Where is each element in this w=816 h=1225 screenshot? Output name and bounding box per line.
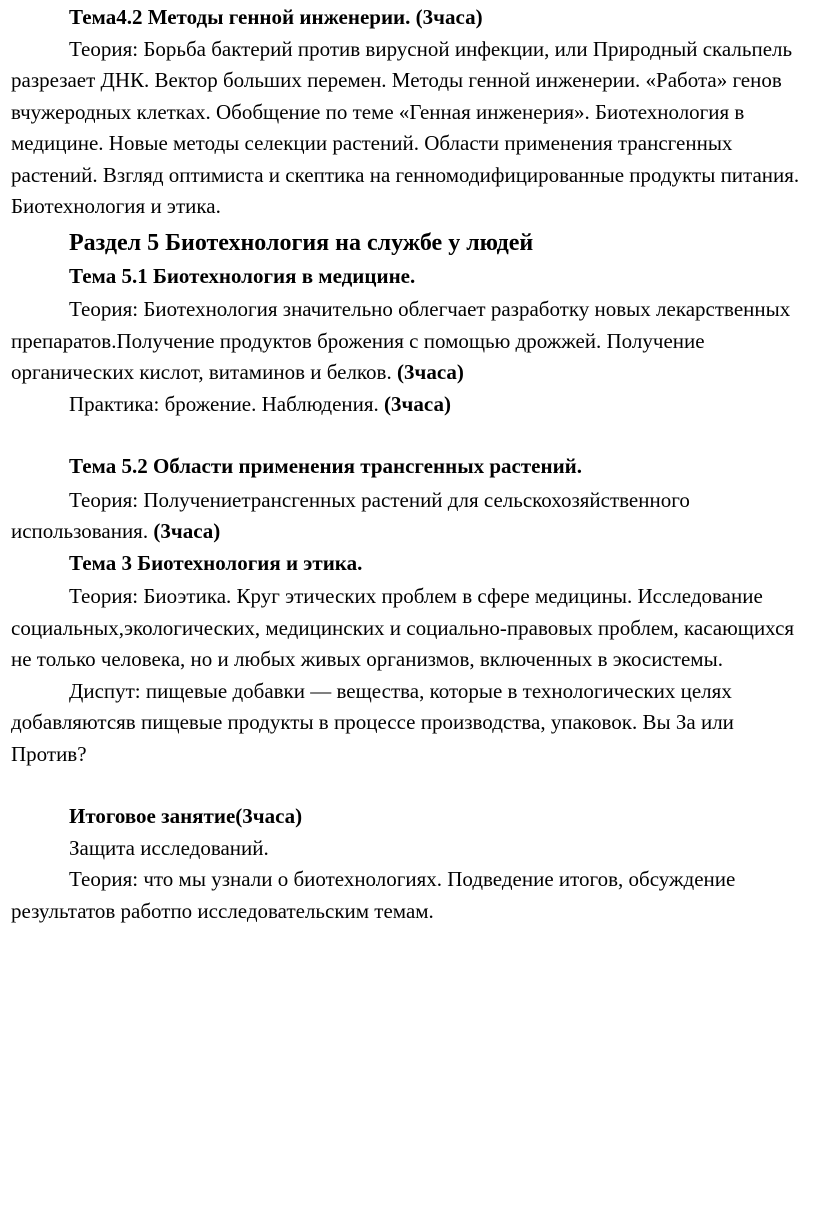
document-page: [11, 0, 801, 927]
final-lesson-title: Итоговое занятие(3часа): [69, 804, 303, 828]
topic-5-1-theory-text: Теория: Биотехнология значительно облегчает разработку новых лекарственных препаратов.Получение продуктов брожения с помощью дрожжей. Получение органических кислот, витаминов и белков.: [11, 297, 791, 384]
topic-5-1-practice-text: Практика: брожение. Наблюдения.: [69, 391, 385, 416]
topic-5-1-title: Тема 5.1 Биотехнология в медицине.: [69, 263, 416, 288]
spacer: [11, 770, 801, 801]
topic-5-1-theory-hours: (3часа): [396, 360, 464, 384]
topic-5-1-practice-hours: (3часа): [384, 391, 451, 416]
topic-5-1-practice: [11, 389, 801, 421]
final-lesson-defense: Защита исследований.: [69, 835, 269, 860]
spacer: [11, 420, 801, 451]
topic-5-2-theory-hours: (3часа): [153, 519, 221, 543]
topic-3-title: Тема 3 Биотехнология и этика.: [69, 550, 363, 575]
topic-4-2-title: Тема4.2 Методы генной инженерии. (3часа): [69, 5, 483, 29]
topic-5-2-theory-text: Теория: Получениетрансгенных растений для сельскохозяйственного использования.: [11, 487, 690, 543]
topic-5-2-theory: [11, 485, 801, 548]
final-lesson-theory: Теория: что мы узнали о биотехнологиях. Подведение итогов, обсуждение результатов работпо исследовательским темам.: [11, 867, 736, 923]
topic-3-debate: Диспут: пищевые добавки — вещества, которые в технологических целях добавляютсяв пищевые продукты в процессе производства, упаковок. Вы За или Против?: [11, 678, 734, 766]
section-5-title: Раздел 5 Биотехнология на службе у людей: [69, 229, 534, 256]
topic-5-2-title: Тема 5.2 Области применения трансгенных растений.: [69, 454, 583, 478]
topic-5-1-theory: [11, 294, 801, 389]
topic-3-theory: Теория: Биоэтика. Круг этических проблем в сфере медицины. Исследование социальных,экологических, медицинских и социально-правовых проблем, касающихся не только человека, но и любых живых организмов, включенных в экосистемы.: [11, 584, 795, 671]
topic-4-2-theory: Теория: Борьба бактерий против вирусной инфекции, или Природный скальпель разрезает ДНК. Вектор больших перемен. Методы генной инженерии. «Работа» генов вчужеродных клетках. Обобщение по теме «Генная инженерия». Биотехнология в медицине. Новые методы селекции растений. Области применения трансгенных растений. Взгляд оптимиста и скептика на генномодифицированные продукты питания. Биотехнология и этика.: [11, 36, 800, 218]
